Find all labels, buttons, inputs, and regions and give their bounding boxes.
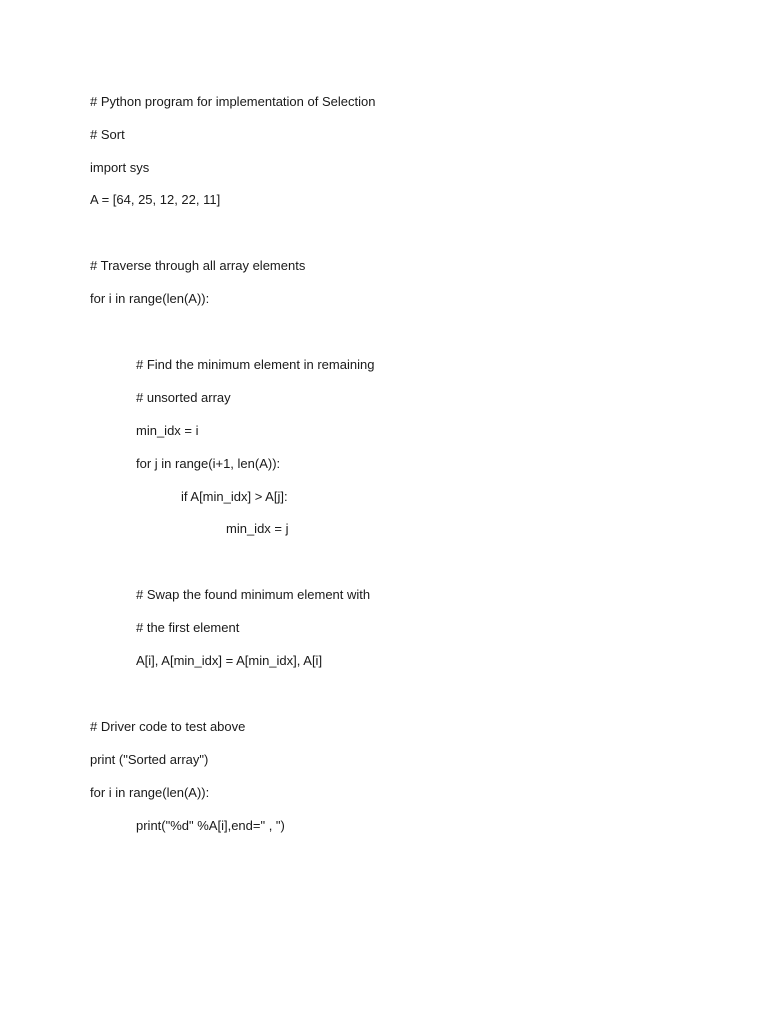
code-line-if-compare: if A[min_idx] > A[j]: — [181, 489, 288, 504]
code-line-swap: A[i], A[min_idx] = A[min_idx], A[i] — [136, 653, 323, 668]
code-line-import: import sys — [90, 160, 150, 175]
code-line-comment-unsorted: # unsorted array — [136, 390, 231, 405]
code-line-comment-sort: # Sort — [90, 127, 125, 142]
code-line-comment-traverse: # Traverse through all array elements — [90, 258, 306, 273]
code-line-outer-for: for i in range(len(A)): — [90, 291, 210, 306]
code-line-inner-for: for j in range(i+1, len(A)): — [136, 456, 281, 471]
code-line-array-assign: A = [64, 25, 12, 22, 11] — [90, 192, 221, 207]
code-line-comment-find-min: # Find the minimum element in remaining — [136, 357, 375, 372]
code-line-print-header: print ("Sorted array") — [90, 752, 209, 767]
code-line-comment-swap: # Swap the found minimum element with — [136, 587, 371, 602]
code-line-comment-driver: # Driver code to test above — [90, 719, 246, 734]
code-line-print-for: for i in range(len(A)): — [90, 785, 210, 800]
code-line-min-idx-update: min_idx = j — [226, 521, 289, 536]
code-line-comment-title: # Python program for implementation of Selection — [90, 94, 376, 109]
code-line-print-element: print("%d" %A[i],end=" , ") — [136, 818, 285, 833]
code-line-min-idx-init: min_idx = i — [136, 423, 199, 438]
code-line-comment-first: # the first element — [136, 620, 240, 635]
